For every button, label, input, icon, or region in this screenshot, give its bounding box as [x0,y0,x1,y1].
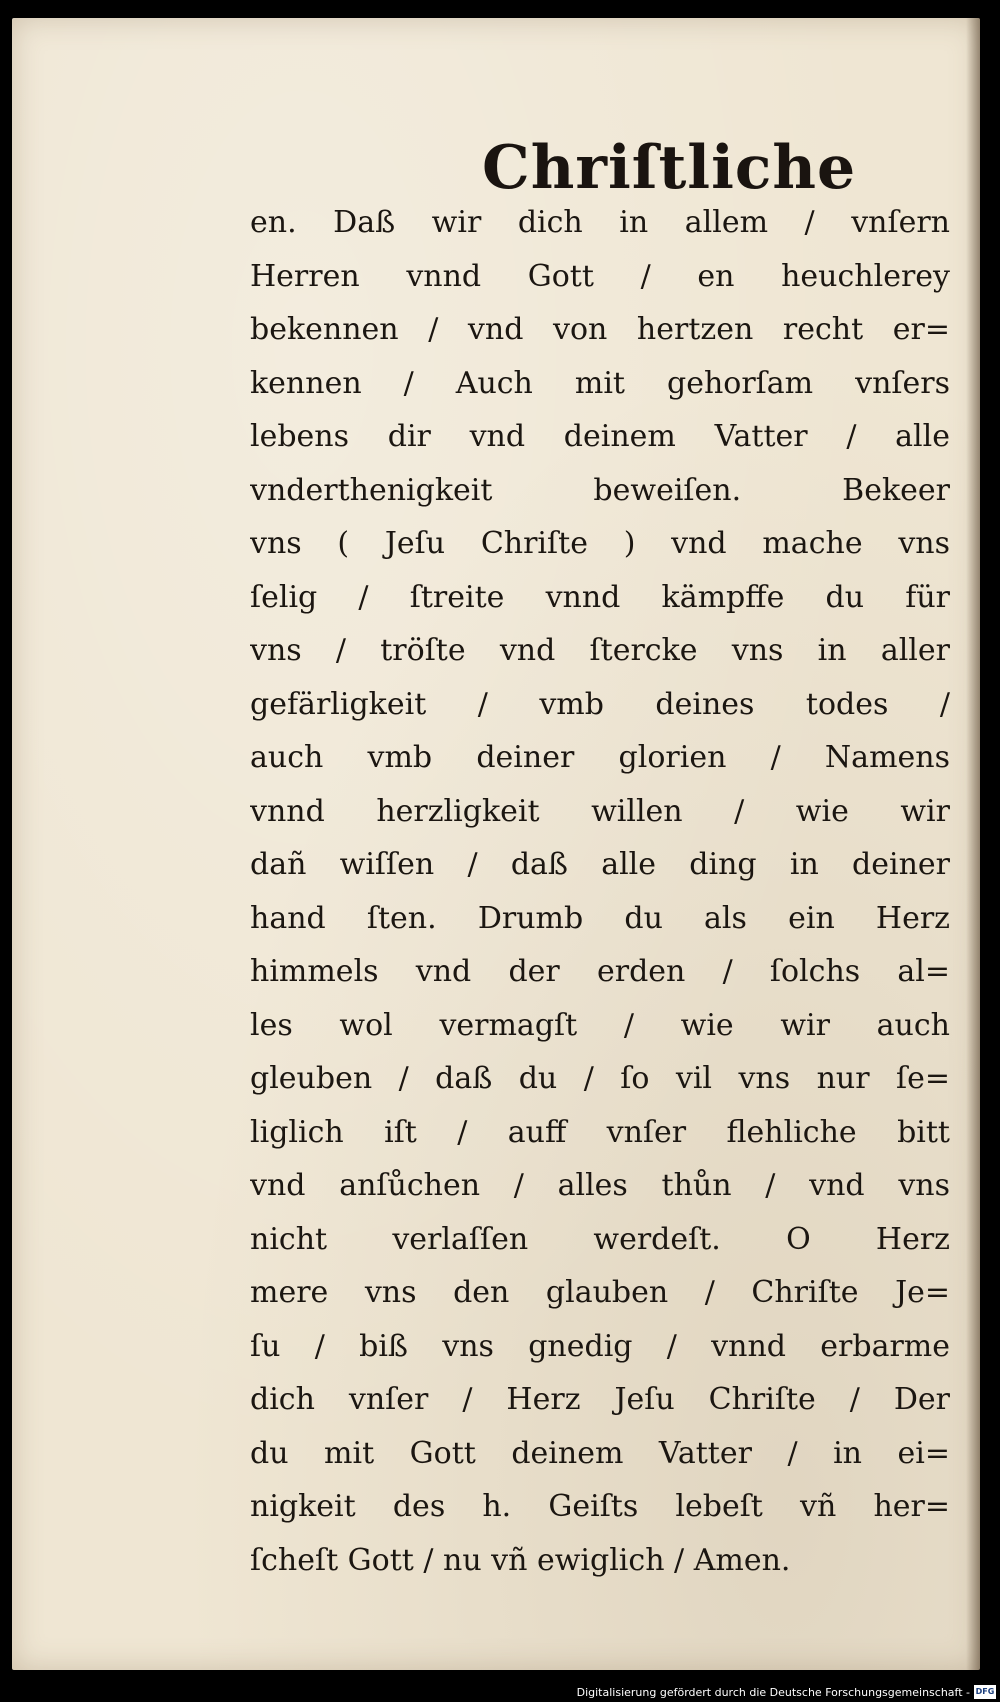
text-line: ſcheſt Gott / nu vñ ewiglich / Amen. [250,1542,791,1578]
text-line: nicht verlaſſen werdeſt. O Herz [250,1221,950,1257]
text-line: vnnd herzligkeit willen / wie wir [250,793,950,829]
text-line: bekennen / vnd von hertzen recht er= [250,312,950,347]
text-line: ſu / biß vns gnedig / vnnd erbarme [250,1328,950,1364]
text-line: mere vns den glauben / Chriſte Je= [250,1275,950,1310]
text-line: gleuben / daß du / ſo vil vns nur ſe= [250,1061,950,1096]
text-line: lebens dir vnd deinem Vatter / alle [250,419,950,454]
text-line: Herren vnnd Gott / en heuchlerey [250,258,950,294]
text-block [250,196,950,1587]
text-line: auch vmb deiner glorien / Namens [250,740,950,775]
text-line: en. Daß wir dich in allem / vnſern [250,205,950,240]
dfg-logo: DFG [974,1685,996,1699]
page-spine-shadow [966,18,980,1670]
text-line: hand ſten. Drumb du als ein Herz [250,900,950,936]
text-line: du mit Gott deinem Vatter / in ei= [250,1435,950,1471]
text-line: gefärligkeit / vmb deines todes / [250,686,950,722]
text-line: nigkeit des h. Geiſts lebeſt vñ her= [250,1489,950,1524]
text-line: vns / tröſte vnd ſtercke vns in aller [250,633,950,668]
text-line: vns ( Jeſu Chriſte ) vnd mache vns [250,526,950,561]
text-line: liglich iſt / auff vnſer flehliche bitt [250,1114,950,1150]
text-line: himmels vnd der erden / ſolchs al= [250,954,950,989]
text-line: dich vnſer / Herz Jeſu Chriſte / Der [250,1382,950,1417]
running-head: Chriſtliche [482,133,857,203]
text-line: vnd anſůchen / alles thůn / vnd vns [250,1168,950,1203]
text-line: les wol vermagſt / wie wir auch [250,1007,950,1043]
text-line: ſelig / ſtreite vnnd kämpffe du für [250,579,950,615]
text-line: kennen / Auch mit gehorſam vnſers [250,365,950,401]
text-line: dañ wiſſen / daß alle ding in deiner [250,847,950,882]
text-line: vnderthenigkeit beweiſen. Bekeer [250,472,950,508]
funding-credit: Digitalisierung gefördert durch die Deutsche Forschungsgemeinschaft - [576,1686,970,1699]
